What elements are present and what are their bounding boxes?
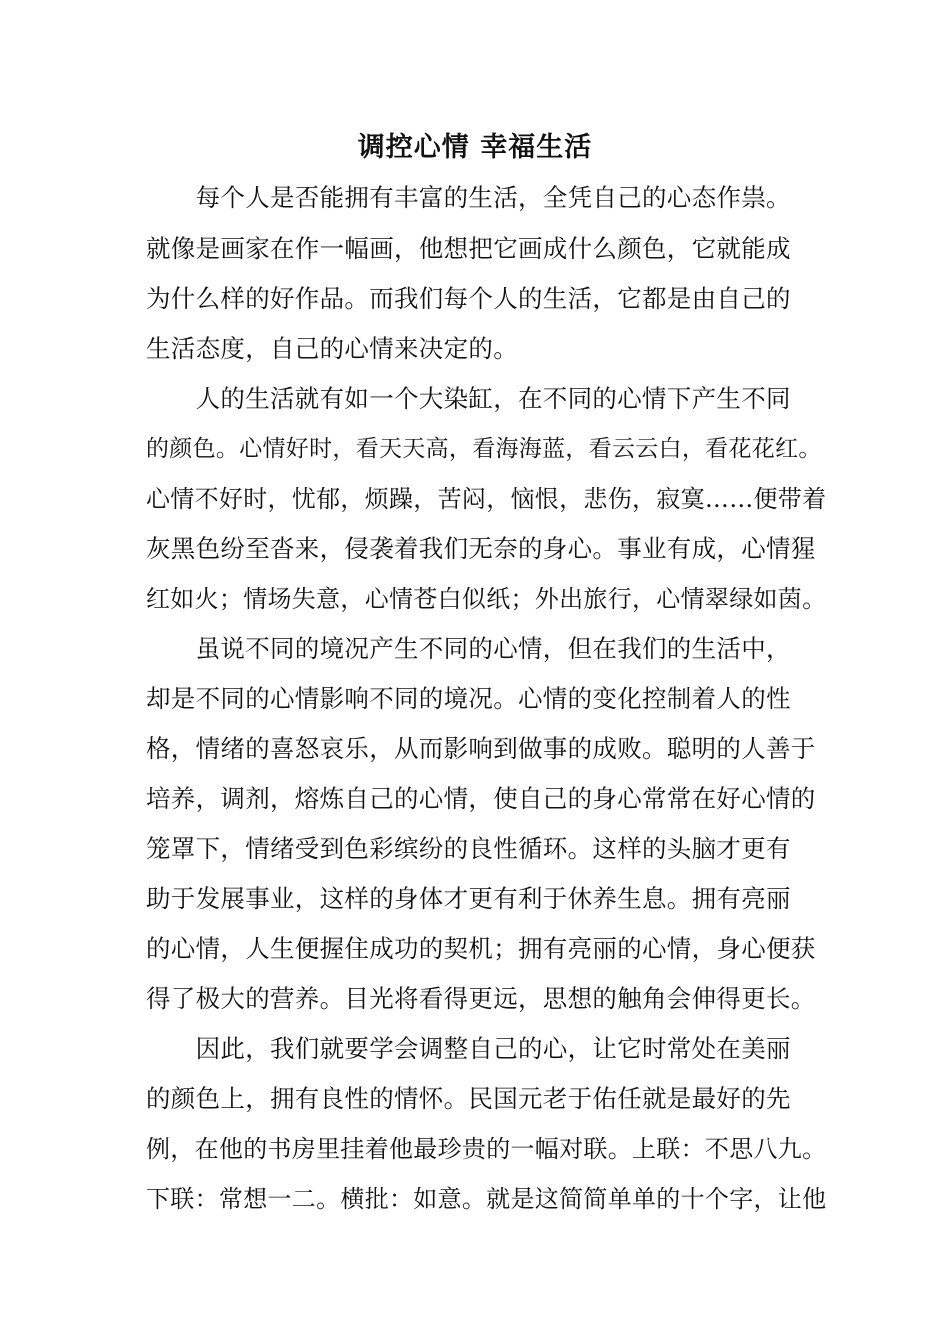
paragraph-line: 笼罩下，情绪受到色彩缤纷的良性循环。这样的头脑才更有 <box>146 834 791 863</box>
paragraph-line: 助于发展事业，这样的身体才更有利于休养生息。拥有亮丽 <box>146 884 791 913</box>
paragraph-line: 因此，我们就要学会调整自己的心，让它时常处在美丽 <box>146 1034 791 1063</box>
paragraph-line: 灰黑色纷至沓来，侵袭着我们无奈的身心。事业有成，心情猩 <box>146 534 816 563</box>
paragraph-line: 每个人是否能拥有丰富的生活，全凭自己的心态作祟。 <box>146 183 791 212</box>
paragraph-line: 心情不好时，忧郁，烦躁，苦闷，恼恨，悲伤，寂寞……便带着 <box>146 485 827 513</box>
paragraph-line: 的颜色上，拥有良性的情怀。民国元老于佑任就是最好的先 <box>146 1084 791 1113</box>
paragraph-line: 为什么样的好作品。而我们每个人的生活，它都是由自己的 <box>146 284 791 313</box>
paragraph-line: 人的生活就有如一个大染缸，在不同的心情下产生不同 <box>146 384 791 413</box>
paragraph-line: 的心情，人生便握住成功的契机；拥有亮丽的心情，身心便获 <box>146 934 816 963</box>
paragraph-line: 红如火；情场失意，心情苍白似纸；外出旅行，心情翠绿如茵。 <box>146 585 827 613</box>
paragraph-line: 例，在他的书房里挂着他最珍贵的一幅对联。上联：不思八九。 <box>146 1135 827 1163</box>
document-title: 调控心情 幸福生活 <box>357 132 593 163</box>
paragraph-line: 的颜色。心情好时，看天天高，看海海蓝，看云云白，看花花红。 <box>146 436 822 462</box>
paragraph-line: 格，情绪的喜怒哀乐，从而影响到做事的成败。聪明的人善于 <box>146 734 816 763</box>
paragraph-line: 生活态度，自己的心情来决定的。 <box>146 334 518 363</box>
paragraph-line: 得了极大的营养。目光将看得更远，思想的触角会伸得更长。 <box>146 984 816 1013</box>
paragraph-line: 就像是画家在作一幅画，他想把它画成什么颜色，它就能成 <box>146 234 791 263</box>
paragraph-line: 培养，调剂，熔炼自己的心情，使自己的身心常常在好心情的 <box>146 784 816 813</box>
paragraph-line: 虽说不同的境况产生不同的心情，但在我们的生活中， <box>146 634 791 663</box>
paragraph-line: 却是不同的心情影响不同的境况。心情的变化控制着人的性 <box>146 684 791 713</box>
paragraph-line: 下联：常想一二。横批：如意。就是这简简单单的十个字，让他 <box>146 1185 827 1213</box>
